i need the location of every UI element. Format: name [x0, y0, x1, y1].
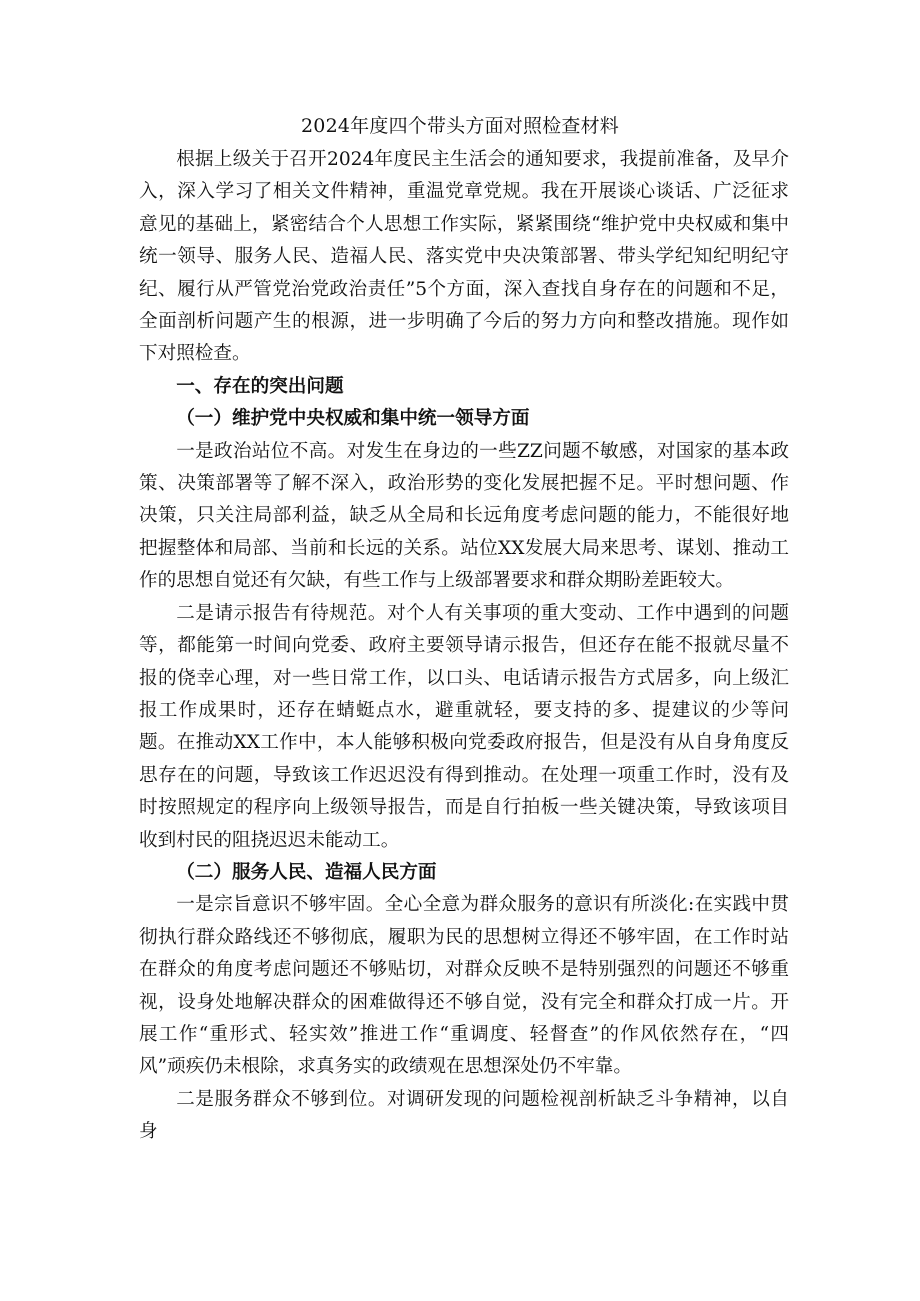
subsection-heading-leadership: （一）维护党中央权威和集中统一领导方面	[176, 408, 530, 430]
paragraph-reporting: 二是请示报告有待规范。对个人有关事项的重大变动、工作中遇到的问题等，都能第一时间向党委、政府主要领导请示报告，但还存在能不报就尽量不报的侥幸心理，对一些日常工作，以口头、电话请示报告方式居多，向上级汇报工作成果时，还存在蜻蜓点水，避重就轻，要支持的多、提建议的少等问题。在推动XX工作中，本人能够积极向党委政府报告，但是没有从自身角度反思存在的问题，导致该工作迟迟没有得到推动。在处理一项重工作时，没有及时按照规定的程序向上级领导报告，而是自行拍板一些关键决策，导致该项目收到村民的阻挠迟迟未能动工。	[139, 602, 789, 851]
paragraph-political-stance: 一是政治站位不高。对发生在身边的一些ZZ问题不敏感，对国家的基本政策、决策部署等了解不深入，政治形势的变化发展把握不足。平时想问题、作决策，只关注局部利益，缺乏从全局和长远角度考虑问题的能力，不能很好地把握整体和局部、当前和长远的关系。站位XX发展大局来思考、谋划、推动工作的思想自觉还有欠缺，有些工作与上级部署要求和群众期盼差距较大。	[139, 440, 789, 592]
section-heading-problems: 一、存在的突出问题	[176, 375, 344, 397]
paragraph-serving-masses: 二是服务群众不够到位。对调研发现的问题检视剖析缺乏斗争精神，以自身	[139, 1088, 789, 1143]
document-title: 2024年度四个带头方面对照检查材料	[301, 115, 619, 137]
paragraph-purpose-awareness: 一是宗旨意识不够牢固。全心全意为群众服务的意识有所淡化:在实践中贯彻执行群众路线还不够彻底，履职为民的思想树立得还不够牢固，在工作时站在群众的角度考虑问题还不够贴切，对群众反映不是特别强烈的问题还不够重视，设身处地解决群众的困难做得还不够自觉，没有完全和群众打成一片。开展工作“重形式、轻实效”推进工作“重调度、轻督查”的作风依然存在，“四风”顽疾仍未根除，求真务实的政绩观在思想深处仍不牢靠。	[139, 894, 789, 1078]
subsection-heading-serving-people: （二）服务人民、造福人民方面	[176, 861, 437, 883]
intro-paragraph: 根据上级关于召开2024年度民主生活会的通知要求，我提前准备，及早介入，深入学习了相关文件精神，重温党章党规。我在开展谈心谈话、广泛征求意见的基础上，紧密结合个人思想工作实际，紧紧围绕“维护党中央权威和集中统一领导、服务人民、造福人民、落实党中央决策部署、带头学纪知纪明纪守纪、履行从严管党治党政治责任”5个方面，深入查找自身存在的问题和不足，全面剖析问题产生的根源，进一步明确了今后的努力方向和整改措施。现作如下对照检查。	[139, 149, 789, 365]
document-body	[139, 144, 789, 1149]
